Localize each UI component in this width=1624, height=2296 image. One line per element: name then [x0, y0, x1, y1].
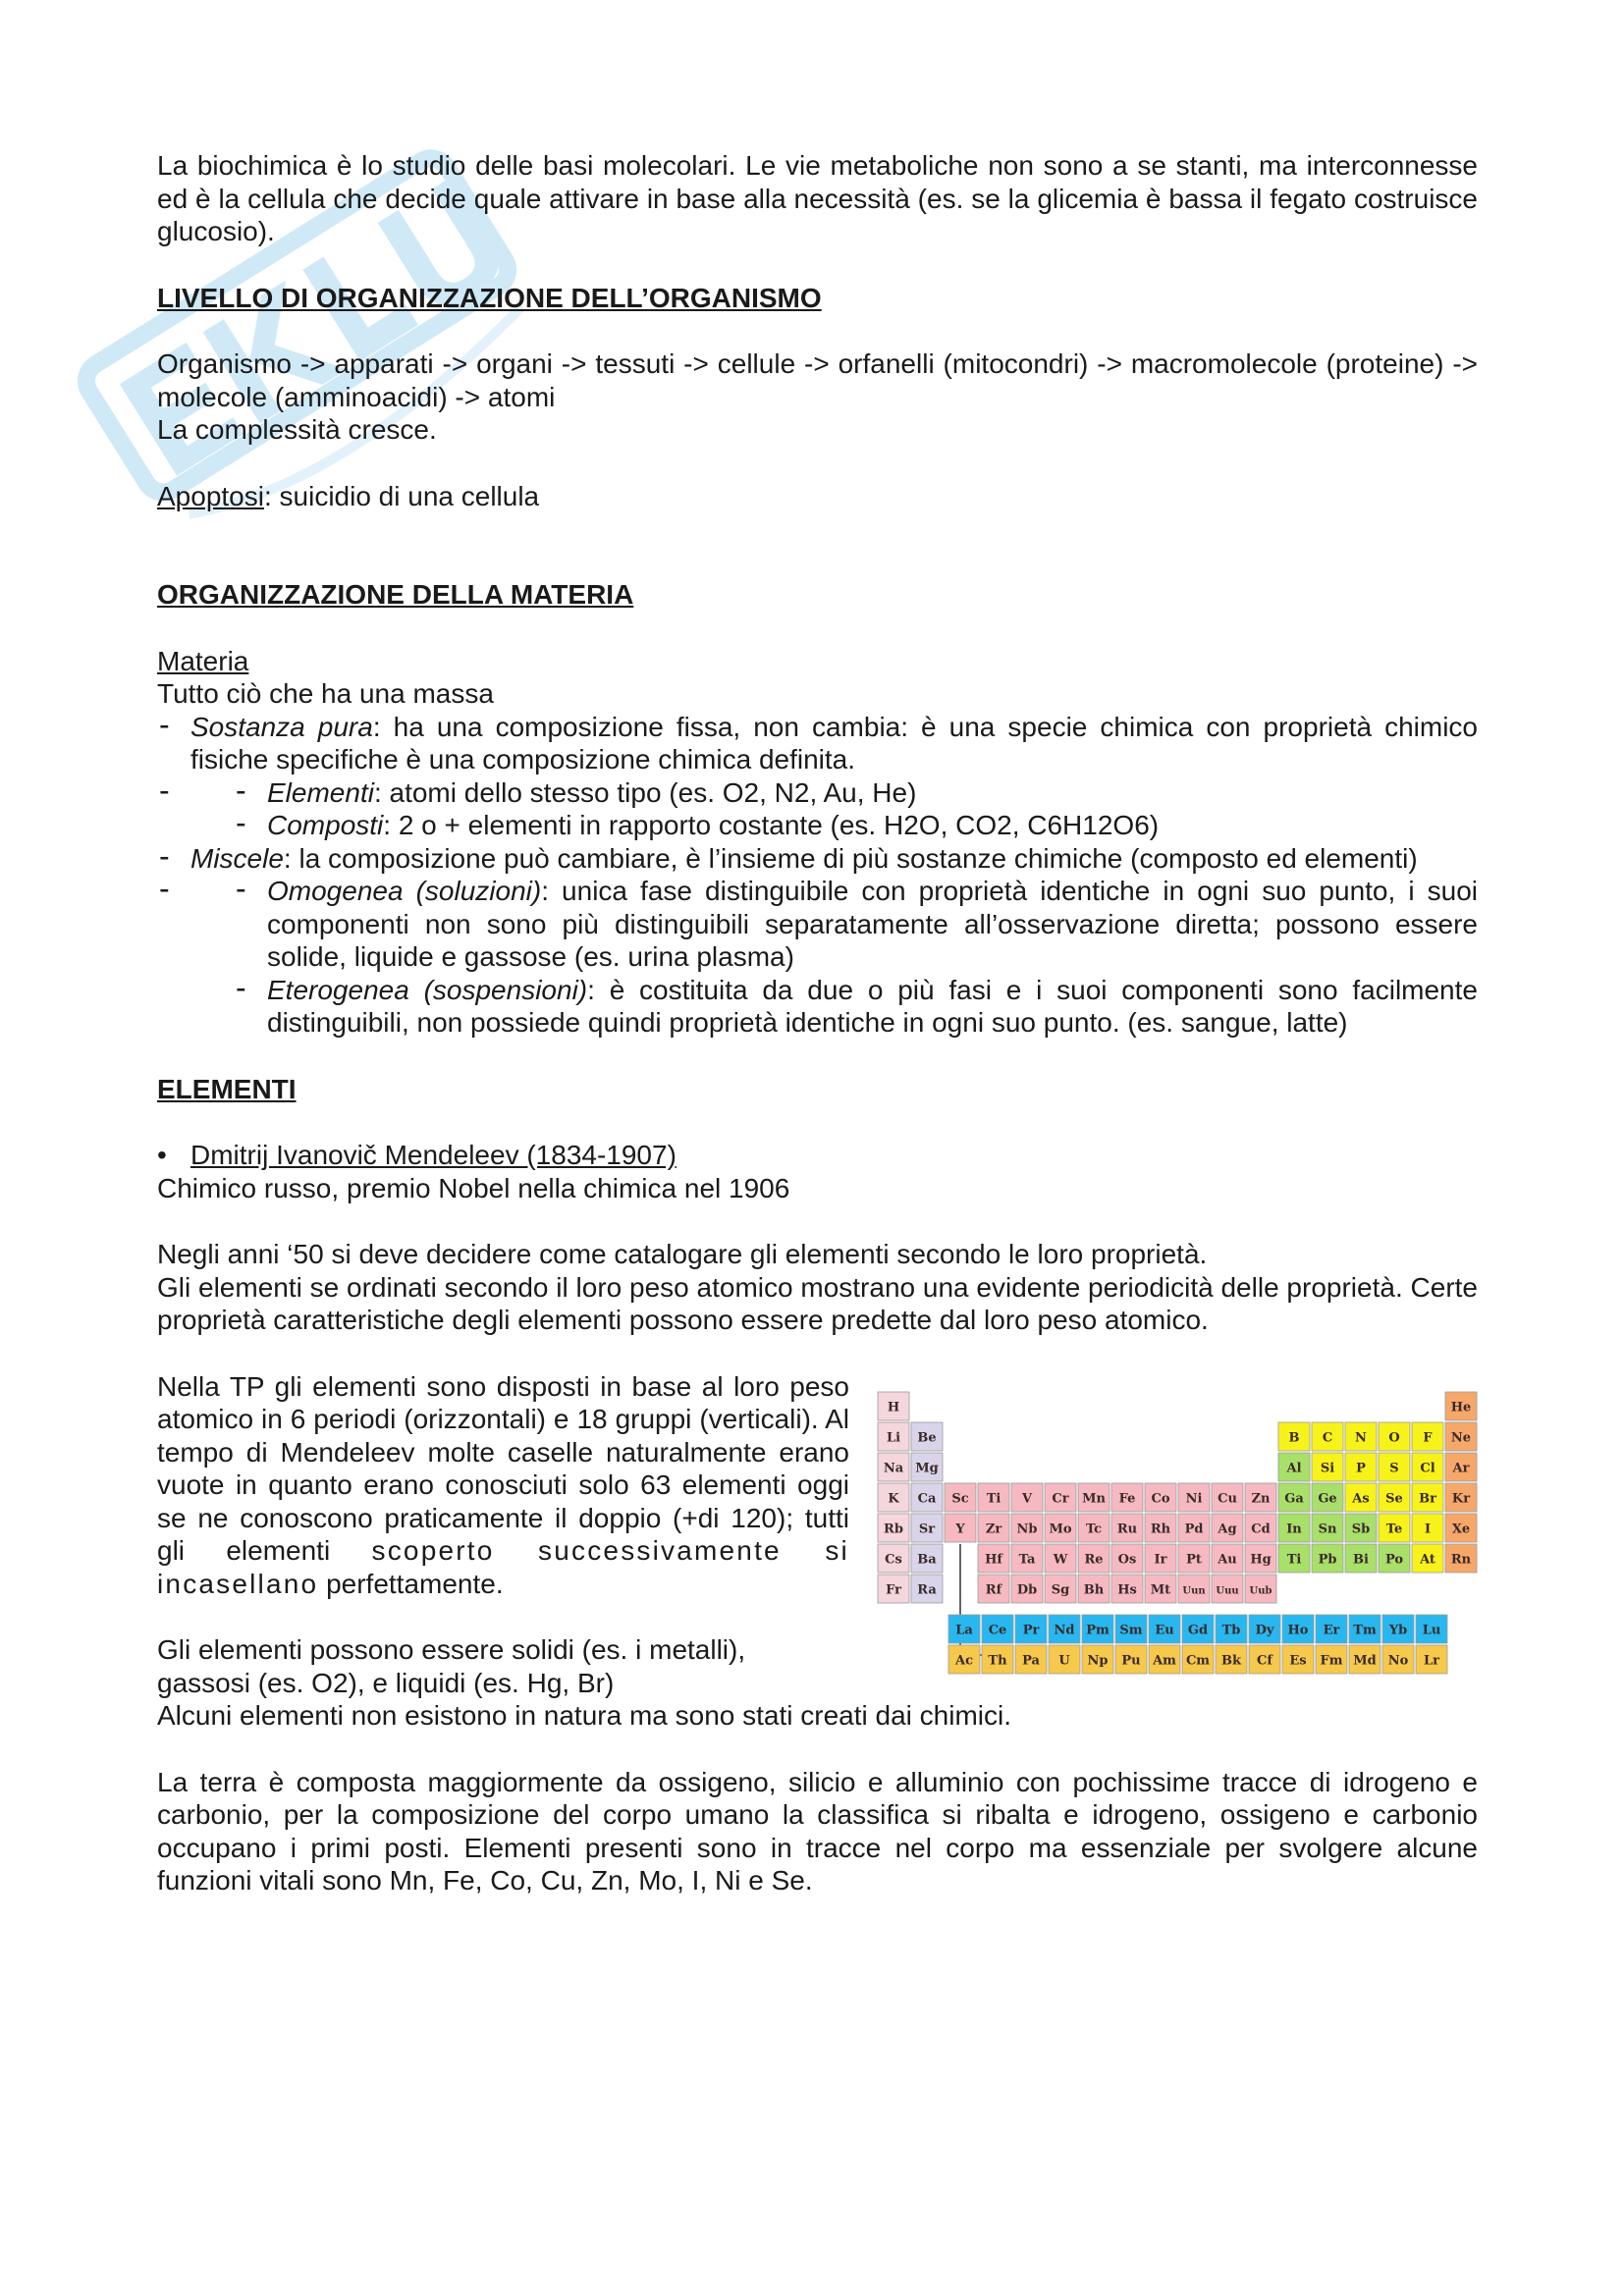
svg-text:Ne: Ne — [1450, 1430, 1472, 1445]
materia-subheading: Materia — [157, 645, 249, 676]
element-cell-c — [1312, 1422, 1343, 1451]
mendeleev-description: Chimico russo, premio Nobel nella chimica nel 1906 — [157, 1172, 790, 1203]
element-cell-nb — [1011, 1514, 1043, 1542]
svg-text:Lr: Lr — [1424, 1653, 1439, 1668]
element-cell-br — [1412, 1483, 1443, 1512]
apoptosis-term: Apoptosi — [157, 480, 264, 511]
svg-text:Zr: Zr — [985, 1522, 1002, 1536]
element-cell-pd — [1178, 1514, 1210, 1542]
svg-text:Ba: Ba — [917, 1552, 937, 1567]
sostanza-pura-sublist — [157, 776, 1478, 842]
element-cell-as — [1345, 1483, 1377, 1512]
element-cell-mo — [1045, 1514, 1076, 1542]
element-cell-bi — [1345, 1544, 1377, 1573]
svg-text:Db: Db — [1016, 1582, 1038, 1597]
svg-text:C: C — [1322, 1430, 1333, 1445]
svg-text:Pt: Pt — [1186, 1552, 1202, 1567]
periodic-table-text — [157, 1370, 849, 1700]
element-cell-bh — [1078, 1575, 1110, 1603]
svg-text:Ho: Ho — [1287, 1623, 1309, 1637]
actinide-cell-ac — [948, 1645, 980, 1674]
element-cell-pb — [1312, 1544, 1343, 1573]
svg-text:Y: Y — [955, 1522, 965, 1536]
svg-text:Po: Po — [1384, 1552, 1404, 1567]
lanthanide-cell-tb — [1216, 1615, 1247, 1643]
svg-text:Al: Al — [1286, 1461, 1302, 1475]
element-cell-he — [1445, 1392, 1477, 1420]
element-cell-mt — [1145, 1575, 1176, 1603]
svg-text:Mo: Mo — [1049, 1522, 1072, 1536]
svg-text:Eu: Eu — [1155, 1623, 1174, 1637]
element-cell-cs — [878, 1544, 909, 1573]
element-cell-hs — [1111, 1575, 1143, 1603]
periodic-table-section — [157, 1370, 1478, 1700]
actinide-cell-u — [1049, 1645, 1080, 1674]
lanthanide-cell-lu — [1416, 1615, 1447, 1643]
actinide-cell-es — [1282, 1645, 1314, 1674]
element-cell-hg — [1245, 1544, 1276, 1573]
svg-text:H: H — [887, 1400, 900, 1415]
list-item-sostanza-pura: - Sostanza pura: ha una composizione fissa, non cambia: è una specie chimica con proprietà chimico fisiche specifiche è una composizione chimica definita. — [157, 711, 1478, 776]
actinide-cell-lr — [1416, 1645, 1447, 1674]
svg-text:Cd: Cd — [1251, 1522, 1271, 1536]
svg-text:In: In — [1286, 1522, 1302, 1536]
svg-text:Re: Re — [1084, 1552, 1104, 1567]
element-cell-at — [1412, 1544, 1443, 1573]
periodicity-paragraph: Gli elementi se ordinati secondo il loro peso atomico mostrano una evidente periodicità delle proprietà. Certe proprietà caratteristiche degli elementi possono essere predette dal loro peso atomico. — [157, 1271, 1478, 1335]
element-cell-zn — [1245, 1483, 1276, 1512]
element-cell-sc — [945, 1483, 976, 1512]
element-cell-si — [1312, 1453, 1343, 1481]
element-cell-fe — [1111, 1483, 1143, 1512]
lanthanide-cell-dy — [1249, 1615, 1280, 1643]
svg-text:Es: Es — [1289, 1653, 1307, 1668]
svg-text:Ag: Ag — [1218, 1522, 1237, 1536]
lanthanide-cell-tm — [1349, 1615, 1380, 1643]
svg-text:Yb: Yb — [1388, 1623, 1408, 1637]
svg-text:Cu: Cu — [1218, 1491, 1237, 1506]
actinide-cell-np — [1082, 1645, 1113, 1674]
svg-text:Bi: Bi — [1353, 1552, 1369, 1567]
list-item-elementi: - - Elementi: atomi dello stesso tipo (es. O2, N2, Au, He) — [157, 776, 1478, 810]
svg-text:No: No — [1387, 1653, 1409, 1668]
svg-text:Ni: Ni — [1185, 1491, 1203, 1506]
svg-text:Uun: Uun — [1182, 1585, 1206, 1596]
element-cell-na — [878, 1453, 909, 1481]
element-cell-tc — [1078, 1514, 1110, 1542]
element-cell-rh — [1145, 1514, 1176, 1542]
svg-text:Xe: Xe — [1451, 1522, 1471, 1536]
svg-text:V: V — [1021, 1491, 1033, 1506]
element-cell-k — [878, 1483, 909, 1512]
element-cell-y — [945, 1514, 976, 1542]
svg-text:Sc: Sc — [951, 1491, 969, 1506]
svg-text:Uuu: Uuu — [1216, 1585, 1239, 1596]
svg-text:Tb: Tb — [1221, 1623, 1241, 1637]
element-cell-cu — [1212, 1483, 1243, 1512]
element-cell-be — [911, 1422, 943, 1451]
svg-text:Ra: Ra — [917, 1582, 937, 1597]
svg-text:Th: Th — [988, 1653, 1007, 1668]
svg-text:Be: Be — [917, 1430, 937, 1445]
svg-text:Cm: Cm — [1185, 1653, 1211, 1668]
svg-text:N: N — [1355, 1430, 1367, 1445]
element-cell-se — [1379, 1483, 1410, 1512]
miscele-sublist — [157, 875, 1478, 1040]
element-cell-re — [1078, 1544, 1110, 1573]
element-cell-ti — [978, 1483, 1009, 1512]
element-cell-ta — [1011, 1544, 1043, 1573]
element-cell-w — [1045, 1544, 1076, 1573]
element-cell-db — [1011, 1575, 1043, 1603]
element-cell-v — [1011, 1483, 1043, 1512]
apoptosis-line — [157, 480, 1478, 513]
svg-text:Cf: Cf — [1257, 1653, 1272, 1668]
lanthanide-cell-er — [1316, 1615, 1347, 1643]
element-cell-ag — [1212, 1514, 1243, 1542]
element-cell-b — [1278, 1422, 1310, 1451]
element-cell-p — [1345, 1453, 1377, 1481]
actinide-cell-md — [1349, 1645, 1380, 1674]
periodic-table-image — [874, 1368, 1483, 1692]
element-cell-i — [1412, 1514, 1443, 1542]
element-cell-ti — [1278, 1544, 1310, 1573]
lanthanide-cell-nd — [1049, 1615, 1080, 1643]
element-cell-mg — [911, 1453, 943, 1481]
catalog-paragraph: Negli anni ‘50 si deve decidere come catalogare gli elementi secondo le loro proprietà. — [157, 1239, 1208, 1269]
svg-text:Pb: Pb — [1318, 1552, 1337, 1567]
svg-text:Pu: Pu — [1121, 1653, 1141, 1668]
document-page — [157, 149, 1478, 1897]
svg-text:Br: Br — [1419, 1491, 1436, 1506]
svg-text:Fe: Fe — [1118, 1491, 1136, 1506]
svg-text:Rb: Rb — [884, 1522, 903, 1536]
svg-text:Rh: Rh — [1150, 1522, 1171, 1536]
svg-text:Cr: Cr — [1052, 1491, 1069, 1506]
element-cell-co — [1145, 1483, 1176, 1512]
actinide-cell-cf — [1249, 1645, 1280, 1674]
element-cell-uun — [1178, 1575, 1210, 1603]
svg-text:Fm: Fm — [1320, 1653, 1343, 1668]
svg-text:U: U — [1058, 1653, 1070, 1668]
element-cell-te — [1379, 1514, 1410, 1542]
svg-text:He: He — [1450, 1400, 1472, 1415]
svg-text:Sg: Sg — [1051, 1582, 1070, 1597]
apoptosis-definition: : suicidio di una cellula — [263, 480, 540, 511]
lanthanide-cell-yb — [1382, 1615, 1414, 1643]
list-item-miscele: - Miscele: la composizione può cambiare, è l’insieme di più sostanze chimiche (composto ed elementi) — [157, 842, 1478, 876]
svg-text:Sr: Sr — [918, 1522, 936, 1536]
svg-text:Tc: Tc — [1085, 1522, 1103, 1536]
element-cell-uuu — [1212, 1575, 1243, 1603]
svg-text:Si: Si — [1320, 1461, 1335, 1475]
element-cell-s — [1379, 1453, 1410, 1481]
svg-text:Bk: Bk — [1221, 1653, 1241, 1668]
element-cell-n — [1345, 1422, 1377, 1451]
svg-text:Hs: Hs — [1117, 1582, 1137, 1597]
element-cell-mn — [1078, 1483, 1110, 1512]
synthetic-elements-note: Alcuni elementi non esistono in natura ma sono stati creati dai chimici. — [157, 1700, 1011, 1731]
svg-text:As: As — [1352, 1491, 1370, 1506]
element-cell-sg — [1045, 1575, 1076, 1603]
svg-text:Sm: Sm — [1119, 1623, 1143, 1637]
svg-text:Dy: Dy — [1255, 1623, 1274, 1637]
element-cell-xe — [1445, 1514, 1477, 1542]
svg-text:Kr: Kr — [1451, 1491, 1471, 1506]
svg-text:Ir: Ir — [1154, 1552, 1167, 1567]
element-cell-al — [1278, 1453, 1310, 1481]
element-cell-li — [878, 1422, 909, 1451]
svg-text:Np: Np — [1087, 1653, 1109, 1668]
svg-text:Hf: Hf — [985, 1552, 1002, 1567]
complexity-note: La complessità cresce. — [157, 414, 437, 445]
actinide-cell-cm — [1182, 1645, 1214, 1674]
svg-text:Ru: Ru — [1116, 1522, 1138, 1536]
svg-text:Nd: Nd — [1054, 1623, 1075, 1637]
svg-text:Mt: Mt — [1150, 1582, 1171, 1597]
svg-text:Ge: Ge — [1318, 1491, 1337, 1506]
intro-paragraph: La biochimica è lo studio delle basi molecolari. Le vie metaboliche non sono a se stanti, ma interconnesse ed è la cellula che decide quale attivare in base alla necessità (es. se la glicemia è bassa il fegato costruisce glucosio). — [157, 150, 1478, 246]
svg-text:Bh: Bh — [1083, 1582, 1105, 1597]
element-cell-ru — [1111, 1514, 1143, 1542]
svg-text:Ta: Ta — [1018, 1552, 1036, 1567]
svg-text:Te: Te — [1385, 1522, 1403, 1536]
svg-text:Nb: Nb — [1016, 1522, 1038, 1536]
element-cell-sb — [1345, 1514, 1377, 1542]
svg-text:Au: Au — [1218, 1552, 1237, 1567]
organization-chain: Organismo -> apparati -> organi -> tessuti -> cellule -> orfanelli (mitocondri) -> macromolecole (proteine) -> molecole (amminoacidi) -> atomi — [157, 348, 1478, 412]
actinide-cell-am — [1149, 1645, 1180, 1674]
element-cell-hf — [978, 1544, 1009, 1573]
section-heading-elementi: ELEMENTI — [157, 1073, 297, 1104]
states-line-2: gassosi (es. O2), e liquidi (es. Hg, Br) — [157, 1667, 615, 1698]
element-cell-pt — [1178, 1544, 1210, 1573]
svg-text:Ti: Ti — [1286, 1552, 1302, 1567]
element-cell-ca — [911, 1483, 943, 1512]
svg-text:Rn: Rn — [1450, 1552, 1472, 1567]
svg-text:K: K — [888, 1491, 899, 1506]
element-cell-po — [1379, 1544, 1410, 1573]
svg-text:B: B — [1288, 1430, 1300, 1445]
element-cell-uub — [1245, 1575, 1276, 1603]
composition-paragraph: La terra è composta maggiormente da ossigeno, silicio e alluminio con pochissime tracce di idrogeno e carbonio, per la composizione del corpo umano la classifica si ribalta e idrogeno, ossigeno e carbonio occupano i primi posti. Elementi presenti sono in tracce nel corpo ma essenziale per svolgere alcune funzioni vitali sono Mn, Fe, Co, Cu, Zn, Mo, I, Ni e Se. — [157, 1766, 1478, 1896]
svg-text:Ti: Ti — [986, 1491, 1001, 1506]
svg-text:Ar: Ar — [1452, 1461, 1470, 1475]
svg-text:Cs: Cs — [885, 1552, 902, 1567]
lanthanide-cell-sm — [1115, 1615, 1147, 1643]
svg-text:Lu: Lu — [1422, 1623, 1441, 1637]
lanthanide-cell-la — [948, 1615, 980, 1643]
svg-text:La: La — [955, 1623, 973, 1637]
element-cell-ga — [1278, 1483, 1310, 1512]
actinide-cell-pu — [1115, 1645, 1147, 1674]
list-item-eterogenea: - Eterogenea (sospensioni): è costituita da due o più fasi e i suoi componenti sono facilmente distinguibili, non possiede quindi proprietà identiche in ogni suo punto. (es. sangue, latte) — [157, 974, 1478, 1040]
section-heading-organizzazione-organismo: LIVELLO DI ORGANIZZAZIONE DELL’ORGANISMO — [157, 282, 822, 313]
svg-text:Ca: Ca — [917, 1491, 937, 1506]
element-cell-in — [1278, 1514, 1310, 1542]
svg-text:Li: Li — [886, 1430, 901, 1445]
element-cell-ni — [1178, 1483, 1210, 1512]
element-cell-f — [1412, 1422, 1443, 1451]
svg-text:Ac: Ac — [954, 1653, 974, 1668]
element-cell-ne — [1445, 1422, 1477, 1451]
states-line-1: Gli elementi possono essere solidi (es. i metalli), — [157, 1634, 746, 1665]
svg-text:Uub: Uub — [1249, 1585, 1272, 1596]
tp-paragraph: Nella TP gli elementi sono disposti in base al loro peso atomico in 6 periodi (orizzontali) e 18 gruppi (verticali). Al tempo di Mendeleev molte caselle naturalmente erano vuote in quanto erano conosciuti solo 63 elementi oggi se ne conoscono praticamente il doppio (+di 120); tutti gli elementi scoperto successivamente si incasellano perfettamente. — [157, 1370, 849, 1599]
svg-text:Pd: Pd — [1184, 1522, 1204, 1536]
svg-text:Hg: Hg — [1250, 1552, 1272, 1567]
svg-text:S: S — [1389, 1461, 1399, 1475]
section-heading-organizzazione-materia: ORGANIZZAZIONE DELLA MATERIA — [157, 579, 634, 610]
element-cell-ge — [1312, 1483, 1343, 1512]
element-cell-cr — [1045, 1483, 1076, 1512]
list-item-omogenea: - - Omogenea (soluzioni): unica fase distinguibile con proprietà identiche in ogni suo punto, i suoi componenti non sono più distinguibili separatamente all’osservazione diretta; possono essere solide, liquide e gassose (es. urina plasma) — [157, 875, 1478, 974]
sublist-container — [157, 776, 1478, 842]
actinide-cell-bk — [1216, 1645, 1247, 1674]
svg-text:Mg: Mg — [915, 1461, 939, 1475]
element-cell-ir — [1145, 1544, 1176, 1573]
matter-list — [157, 711, 1478, 1040]
sublist-container — [157, 875, 1478, 1040]
element-cell-sn — [1312, 1514, 1343, 1542]
svg-text:Pm: Pm — [1086, 1623, 1110, 1637]
lanthanide-cell-pm — [1082, 1615, 1113, 1643]
lanthanide-cell-ho — [1282, 1615, 1314, 1643]
svg-text:Os: Os — [1117, 1552, 1137, 1567]
actinide-cell-pa — [1015, 1645, 1047, 1674]
svg-text:Zn: Zn — [1251, 1491, 1271, 1506]
element-cell-ba — [911, 1544, 943, 1573]
svg-text:Ce: Ce — [988, 1623, 1007, 1637]
svg-text:Rf: Rf — [985, 1582, 1002, 1597]
element-cell-cl — [1412, 1453, 1443, 1481]
svg-text:Fr: Fr — [886, 1582, 901, 1597]
mendeleev-bullet: • Dmitrij Ivanovič Mendeleev (1834-1907) — [157, 1139, 1478, 1172]
svg-text:Ga: Ga — [1284, 1491, 1304, 1506]
actinide-cell-no — [1382, 1645, 1414, 1674]
svg-text:Mn: Mn — [1082, 1491, 1106, 1506]
svg-text:Pr: Pr — [1022, 1623, 1040, 1637]
element-cell-fr — [878, 1575, 909, 1603]
element-cell-zr — [978, 1514, 1009, 1542]
svg-text:O: O — [1388, 1430, 1400, 1445]
svg-text:Se: Se — [1385, 1491, 1403, 1506]
svg-text:Pa: Pa — [1022, 1653, 1040, 1668]
element-cell-o — [1379, 1422, 1410, 1451]
svg-text:P: P — [1356, 1461, 1366, 1475]
svg-text:Gd: Gd — [1187, 1623, 1209, 1637]
element-cell-kr — [1445, 1483, 1477, 1512]
svg-text:Co: Co — [1151, 1491, 1170, 1506]
materia-definition: Tutto ciò che ha una massa — [157, 678, 494, 709]
element-cell-au — [1212, 1544, 1243, 1573]
svg-text:W: W — [1053, 1552, 1068, 1567]
element-cell-rf — [978, 1575, 1009, 1603]
element-cell-os — [1111, 1544, 1143, 1573]
element-cell-ar — [1445, 1453, 1477, 1481]
lanthanide-cell-eu — [1149, 1615, 1180, 1643]
svg-text:Er: Er — [1323, 1623, 1340, 1637]
lanthanide-cell-gd — [1182, 1615, 1214, 1643]
element-cell-rn — [1445, 1544, 1477, 1573]
lanthanide-cell-ce — [982, 1615, 1013, 1643]
svg-text:I: I — [1424, 1522, 1432, 1536]
element-cell-rb — [878, 1514, 909, 1542]
element-cell-cd — [1245, 1514, 1276, 1542]
svg-text:Cl: Cl — [1420, 1461, 1435, 1475]
svg-text:Sb: Sb — [1351, 1522, 1371, 1536]
actinide-cell-th — [982, 1645, 1013, 1674]
list-item-composti: - Composti: 2 o + elementi in rapporto costante (es. H2O, CO2, C6H12O6) — [157, 809, 1478, 842]
svg-text:Am: Am — [1153, 1653, 1176, 1668]
svg-text:Na: Na — [883, 1461, 904, 1475]
lanthanide-cell-pr — [1015, 1615, 1047, 1643]
svg-text:F: F — [1423, 1430, 1433, 1445]
svg-text:At: At — [1420, 1552, 1435, 1567]
svg-text:Tm: Tm — [1353, 1623, 1377, 1637]
element-cell-sr — [911, 1514, 943, 1542]
element-cell-ra — [911, 1575, 943, 1603]
svg-text:Sn: Sn — [1318, 1522, 1337, 1536]
actinide-cell-fm — [1316, 1645, 1347, 1674]
element-cell-h — [878, 1392, 909, 1420]
svg-text:Md: Md — [1353, 1653, 1377, 1668]
